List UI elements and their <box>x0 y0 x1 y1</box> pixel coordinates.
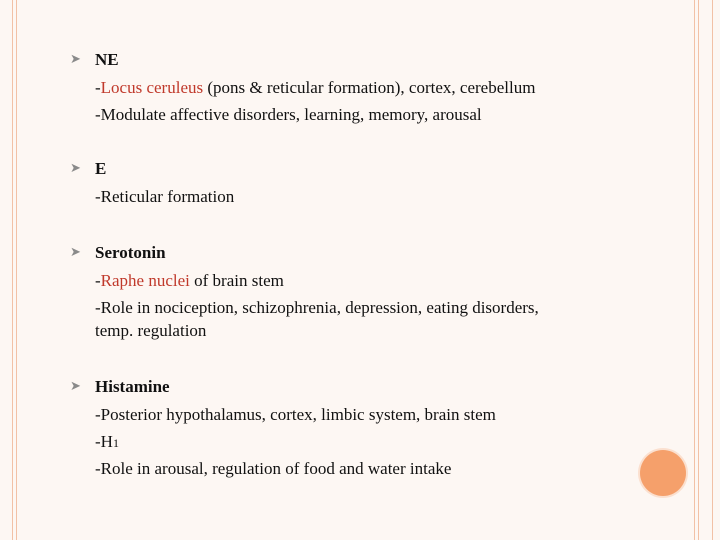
section-line: -Reticular formation <box>95 187 235 206</box>
bullet-arrow-icon: ➤ <box>70 378 81 393</box>
section-line: -Raphe nuclei of brain stem <box>95 271 284 290</box>
decorative-stripe <box>12 0 13 540</box>
bullet-arrow-icon: ➤ <box>70 160 81 175</box>
decorative-stripe <box>16 0 17 540</box>
section-line: temp. regulation <box>95 321 207 340</box>
section-line: -Role in nociception, schizophrenia, depression, eating disorders, <box>95 298 539 317</box>
section-title: E <box>95 159 107 178</box>
section-line: -Modulate affective disorders, learning, memory, arousal <box>95 105 482 124</box>
decorative-stripe <box>694 0 695 540</box>
section-line: -Role in arousal, regulation of food and water intake <box>95 459 452 478</box>
section-line: -Locus ceruleus (pons & reticular formation), cortex, cerebellum <box>95 78 536 97</box>
section-title: Histamine <box>95 377 170 396</box>
section-title: Serotonin <box>95 243 166 262</box>
bullet-arrow-icon: ➤ <box>70 51 81 66</box>
bullet-arrow-icon: ➤ <box>70 244 81 259</box>
decorative-stripe <box>698 0 699 540</box>
decorative-stripe <box>712 0 713 540</box>
section-line: -Posterior hypothalamus, cortex, limbic system, brain stem <box>95 405 496 424</box>
section-title: NE <box>95 50 119 69</box>
decorative-circle <box>640 450 686 496</box>
section-line: -H1 <box>95 432 119 451</box>
